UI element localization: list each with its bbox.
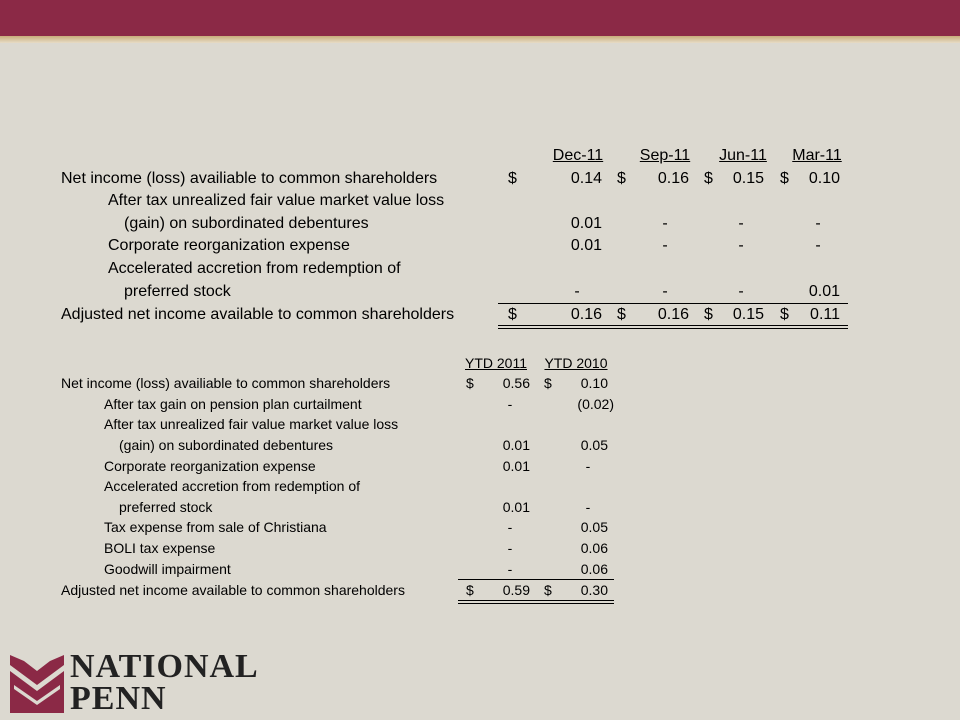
cell-value: 0.01 — [570, 237, 602, 254]
cell-value: 0.30 — [580, 582, 608, 598]
cell-value: 0.15 — [732, 170, 764, 187]
row-label: Accelerated accretion from redemption of — [108, 260, 401, 277]
cell-value: - — [507, 519, 513, 535]
row-label: Goodwill impairment — [104, 561, 231, 577]
cell-value: 0.14 — [570, 170, 602, 187]
cell-value: 0.01 — [570, 215, 602, 232]
row-label: Adjusted net income available to common shareholders — [61, 582, 405, 598]
header-accent-line — [0, 36, 960, 43]
total-rule — [458, 579, 614, 580]
cell-value: 0.05 — [580, 519, 608, 535]
row-label: Adjusted net income available to common shareholders — [61, 306, 455, 323]
total-rule — [498, 303, 848, 304]
cell-value: - — [574, 283, 580, 300]
cell-value: 0.59 — [502, 582, 530, 598]
column-header: YTD 2010 — [544, 355, 608, 371]
cell-value: - — [507, 561, 513, 577]
cell-value: 0.16 — [570, 306, 602, 323]
row-label: Net income (loss) availiable to common shareholders — [61, 375, 391, 391]
header-bar — [0, 0, 960, 36]
cell-value: 0.01 — [808, 283, 840, 300]
row-label: Accelerated accretion from redemption of — [104, 478, 361, 494]
double-rule — [458, 600, 614, 601]
cell-value: 0.01 — [502, 458, 530, 474]
double-rule — [498, 328, 848, 329]
cell-value: 0.06 — [580, 561, 608, 577]
cell-value: 0.56 — [502, 375, 530, 391]
cell-value: - — [815, 215, 821, 232]
row-label: (gain) on subordinated debentures — [119, 437, 334, 453]
logo-line-1: NATIONAL — [70, 648, 259, 685]
column-header: Sep-11 — [639, 147, 691, 164]
cell-value: 0.10 — [580, 375, 608, 391]
cell-value: (0.02) — [577, 396, 614, 412]
row-label: preferred stock — [124, 283, 231, 300]
cell-value: 0.05 — [580, 437, 608, 453]
row-label: After tax unrealized fair value market value loss — [104, 416, 399, 432]
cell-value: - — [738, 283, 744, 300]
column-header: Jun-11 — [719, 147, 767, 164]
dollar-sign: $ — [544, 582, 552, 598]
cell-value: - — [662, 215, 668, 232]
cell-value: - — [738, 237, 744, 254]
double-rule — [458, 603, 614, 604]
dollar-sign: $ — [617, 170, 626, 187]
logo-line-2: PENN — [70, 680, 167, 717]
cell-value: - — [815, 237, 821, 254]
column-header: Dec-11 — [552, 147, 604, 164]
row-label: Corporate reorganization expense — [108, 237, 350, 254]
cell-value: - — [585, 458, 591, 474]
dollar-sign: $ — [508, 306, 517, 323]
cell-value: - — [507, 396, 513, 412]
dollar-sign: $ — [704, 306, 713, 323]
row-label: Tax expense from sale of Christiana — [104, 519, 327, 535]
row-label: BOLI tax expense — [104, 540, 216, 556]
cell-value: 0.16 — [657, 170, 689, 187]
cell-value: - — [738, 215, 744, 232]
cell-value: 0.11 — [810, 306, 840, 323]
dollar-sign: $ — [466, 582, 474, 598]
cell-value: - — [585, 499, 591, 515]
row-label: (gain) on subordinated debentures — [124, 215, 369, 232]
logo-mark-icon — [10, 655, 64, 713]
cell-value: - — [507, 540, 513, 556]
cell-value: 0.06 — [580, 540, 608, 556]
dollar-sign: $ — [466, 375, 474, 391]
dollar-sign: $ — [704, 170, 713, 187]
row-label: preferred stock — [119, 499, 213, 515]
cell-value: 0.10 — [808, 170, 840, 187]
column-header: YTD 2011 — [465, 355, 527, 371]
row-label: Corporate reorganization expense — [104, 458, 316, 474]
row-label: After tax unrealized fair value market value loss — [108, 192, 445, 209]
dollar-sign: $ — [617, 306, 626, 323]
cell-value: - — [662, 237, 668, 254]
row-label: After tax gain on pension plan curtailment — [104, 396, 362, 412]
dollar-sign: $ — [544, 375, 552, 391]
dollar-sign: $ — [508, 170, 517, 187]
cell-value: 0.01 — [502, 437, 530, 453]
cell-value: 0.15 — [732, 306, 764, 323]
double-rule — [498, 325, 848, 326]
column-header: Mar-11 — [792, 147, 842, 164]
cell-value: 0.16 — [657, 306, 689, 323]
cell-value: - — [662, 283, 668, 300]
dollar-sign: $ — [780, 306, 789, 323]
row-label: Net income (loss) availiable to common shareholders — [61, 170, 438, 187]
dollar-sign: $ — [780, 170, 789, 187]
cell-value: 0.01 — [502, 499, 530, 515]
